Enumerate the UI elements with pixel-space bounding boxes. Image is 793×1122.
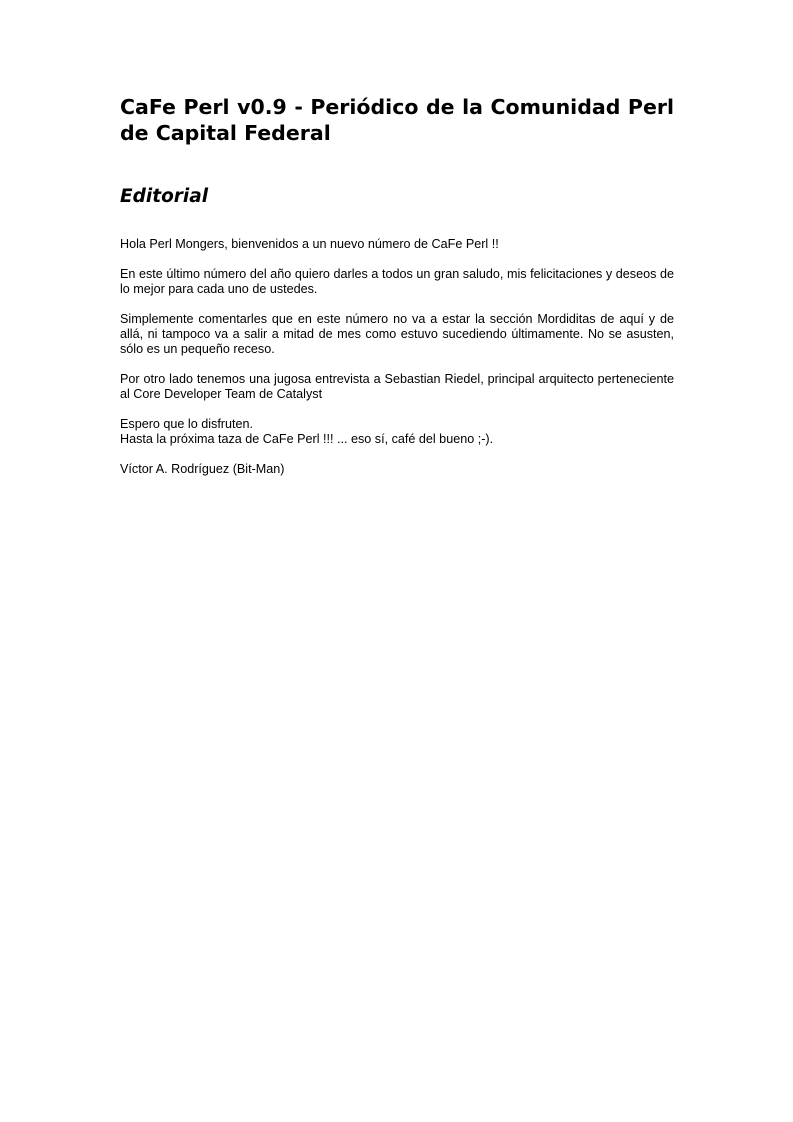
page-content [120,94,674,476]
closing-line-2: Hasta la próxima taza de CaFe Perl !!! ... eso sí, café del bueno ;-). [120,432,494,446]
closing-line-1: Espero que lo disfruten. [120,417,254,431]
paragraph-interview: Por otro lado tenemos una jugosa entrevista a Sebastian Riedel, principal arquitecto perteneciente al Core Developer Team de Catalyst [120,372,674,401]
paragraph-greeting: Hola Perl Mongers, bienvenidos a un nuevo número de CaFe Perl !! [120,237,499,251]
paragraph-closing [120,417,674,447]
editorial-body [120,237,674,492]
paragraph-section-notice: Simplemente comentarles que en este número no va a estar la sección Mordiditas de aquí y de allá, ni tampoco va a salir a mitad de mes como estuvo sucediendo últimamente. No se asusten, sólo es un pequeño receso. [120,312,674,356]
section-heading-editorial: Editorial [120,186,209,207]
signature: Víctor A. Rodríguez (Bit-Man) [120,462,285,476]
paragraph-year-end-greeting: En este último número del año quiero darles a todos un gran saludo, mis felicitaciones y deseos de lo mejor para cada uno de ustedes. [120,267,674,296]
document-title: CaFe Perl v0.9 - Periódico de la Comunidad Perl de Capital Federal [120,95,674,145]
